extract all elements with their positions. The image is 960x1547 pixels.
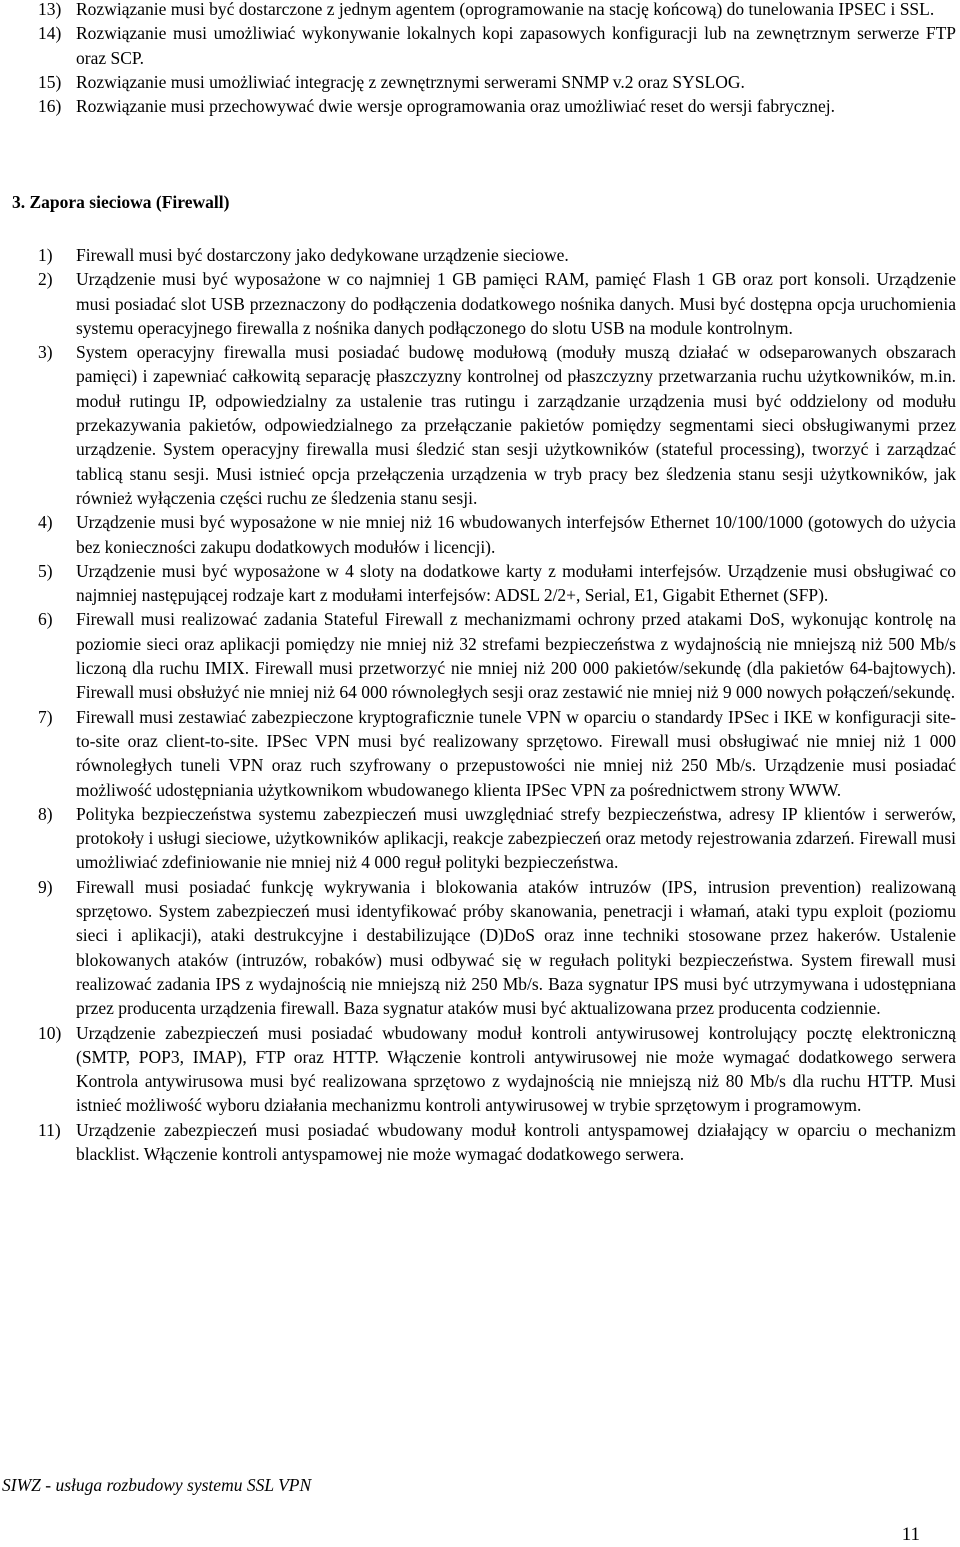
list-item (38, 1118, 956, 1167)
item-number: 9) (38, 876, 53, 897)
item-text: Urządzenie musi być wyposażone w co najmniej 1 GB pamięci RAM, pamięć Flash 1 GB oraz port konsoli. Urządzenie musi posiadać slot USB przeznaczony do podłączenia dodatkowego nośnika danych. Musi być dostępna opcja uruchomienia systemu operacyjnego firewalla z nośnika danych podłączonego do slotu USB na module kontrolnym. (76, 269, 956, 338)
item-number: 15) (38, 71, 62, 92)
list-item (38, 70, 956, 94)
item-text: Urządzenie zabezpieczeń musi posiadać wbudowany moduł kontroli antyspamowej działający w oparciu o mechanizm blacklist. Włączenie kontroli antyspamowej nie może wymagać dodatkowego serwera. (76, 1119, 956, 1164)
item-text: Rozwiązanie musi przechowywać dwie wersje oprogramowania oraz umożliwiać reset do wersji fabrycznej. (76, 96, 835, 117)
item-text: Firewall musi być dostarczony jako dedykowane urządzenie sieciowe. (76, 245, 569, 265)
item-number: 8) (38, 803, 53, 824)
footer-document-title: SIWZ - usługa rozbudowy systemu SSL VPN (2, 1475, 312, 1495)
item-text: Polityka bezpieczeństwa systemu zabezpieczeń musi uwzględniać strefy bezpieczeństwa, adresy IP klientów i serwerów, protokoły i usługi sieciowe, użytkowników aplikacji, reakcje zabezpieczeń oraz metody rejestrowania zdarzeń. Firewall musi umożliwiać zdefiniowanie nie mniej niż 4 000 reguł polityki bezpieczeństwa. (76, 803, 956, 873)
item-text: System operacyjny firewalla musi posiadać budowę modułową (moduły muszą działać w odseparowanych obszarach pamięci) i zapewniać całkowitą separację płaszczyzny kontrolnej od płaszczyzny przetwarzania ruchu użytkowników, m.in. moduł rutingu IP, odpowiedzialny za ustalenie tras rutingu i zarządzanie urządzenia musi być oddzielony od modułu przekazywania pakietów, odpowiedzialnego za przełączanie pakietów pomiędzy segmentami sieci obsługiwanymi przez urządzenie. System operacyjny firewalla musi śledzić stan sesji użytkowników (stateful processing), tworzyć i zarządzać tablicą stanu sesji. Musi istnieć opcja przełączenia urządzenia w tryb pracy bez śledzenia stanu sesji użytkowników, jak również wyłączenia części ruchu ze śledzenia stanu sesji. (76, 342, 956, 508)
list-item (38, 267, 956, 340)
list-item (38, 1021, 956, 1118)
list-item (38, 0, 956, 21)
list-item (38, 243, 956, 267)
item-number: 4) (38, 512, 53, 533)
item-number: 2) (38, 269, 53, 290)
list-item (38, 340, 956, 510)
item-text: Firewall musi posiadać funkcję wykrywania i blokowania ataków intruzów (IPS, intrusion prevention) realizowaną sprzętowo. System zabezpieczeń musi identyfikować próby skanowania, penetracji i włamań, ataki typu exploit (poziomu sieci i aplikacji), ataki destrukcyjne i destabilizujące (D)DoS oraz inne techniki stosowane przez hakerów. Ustalenie blokowanych ataków (intruzów, robaków) musi odbywać się w regułach polityki bezpieczeństwa. System firewall musi realizować zadania IPS z wydajnością nie mniejszą niż 250 Mb/s. Baza sygnatur IPS musi być utrzymywana i udostępniana przez producenta urządzenia firewall. Baza sygnatur ataków musi być aktualizowana przez producenta codziennie. (76, 876, 956, 1019)
item-text: Rozwiązanie musi umożliwiać wykonywanie lokalnych kopi zapasowych konfiguracji lub na zewnętrznym serwerze FTP oraz SCP. (76, 23, 956, 68)
list-item (38, 802, 956, 875)
item-number: 1) (38, 245, 53, 265)
item-number: 11) (38, 1119, 61, 1140)
list-item (38, 94, 956, 118)
list-item (38, 607, 956, 704)
item-text: Urządzenie musi być wyposażone w 4 sloty na dodatkowe karty z modułami interfejsów. Urządzenie musi obsługiwać co najmniej następującej rodzaje kart z modułami interfejsów: ADSL 2/2+, Serial, E1, Gigabit Ethernet (SFP). (76, 560, 956, 606)
item-text: Urządzenie zabezpieczeń musi posiadać wbudowany moduł kontroli antywirusowej kontrolujący pocztę elektroniczną (SMTP, POP3, IMAP), FTP oraz HTTP. Włączenie kontroli antywirusowej nie może wymagać dodatkowego serwera Kontrola antywirusowa musi być realizowana sprzętowo z wydajnością nie mniejszą niż 80 Mb/s dla ruchu HTTP. Musi istnieć możliwość wyboru działania mechanizmu kontroli antywirusowej w trybie sprzętowym i programowym. (76, 1022, 956, 1116)
firewall-requirements-list (38, 243, 956, 1166)
list-item (38, 510, 956, 559)
page-number: 11 (901, 1524, 920, 1545)
item-number: 13) (38, 0, 62, 19)
item-number: 14) (38, 23, 62, 44)
item-text: Firewall musi zestawiać zabezpieczone kryptograficznie tunele VPN w oparciu o standardy IPSec i IKE w konfiguracji site-to-site oraz client-to-site. IPSec VPN musi być realizowany sprzętowo. Firewall musi obsługiwać nie mniej niż 1 000 równoległych tuneli VPN oraz ruch szyfrowany o przepustowości nie mniej niż 250 Mb/s. Urządzenie musi posiadać możliwość udostępniania użytkownikom wbudowanego klienta IPSec VPN za pośrednictwem strony WWW. (76, 706, 956, 800)
item-number: 3) (38, 342, 53, 363)
item-text: Rozwiązanie musi umożliwiać integrację z zewnętrznymi serwerami SNMP v.2 oraz SYSLOG. (76, 71, 745, 92)
item-text: Rozwiązanie musi być dostarczone z jednym agentem (oprogramowanie na stację końcową) do tunelowania IPSEC i SSL. (76, 0, 935, 19)
list-item (38, 875, 956, 1021)
item-number: 10) (38, 1022, 62, 1043)
list-item (38, 705, 956, 802)
requirements-list-continued (38, 0, 956, 118)
list-item (38, 21, 956, 70)
item-number: 16) (38, 96, 62, 117)
item-number: 7) (38, 706, 53, 727)
section-heading: 3. Zapora sieciowa (Firewall) (12, 192, 230, 212)
item-number: 5) (38, 560, 53, 581)
item-text: Urządzenie musi być wyposażone w nie mniej niż 16 wbudowanych interfejsów Ethernet 10/100/1000 (gotowych do użycia bez konieczności zakupu dodatkowych modułów i licencji). (76, 512, 956, 557)
item-text: Firewall musi realizować zadania Stateful Firewall z mechanizmami ochrony przed atakami DoS, wykonując kontrolę na poziomie sieci oraz aplikacji pomiędzy nie mniej niż 32 strefami bezpieczeństwa z wydajnością nie mniejszą niż 500 Mb/s liczoną dla ruchu IMIX. Firewall musi przetworzyć nie mniej niż 200 000 pakietów/sekundę (dla pakietów 64-bajtowych). Firewall musi obsłużyć nie mniej niż 64 000 równoległych sesji oraz zestawić nie mniej niż 9 000 nowych połączeń/sekundę. (76, 609, 956, 703)
list-item (38, 559, 956, 608)
item-number: 6) (38, 609, 53, 630)
